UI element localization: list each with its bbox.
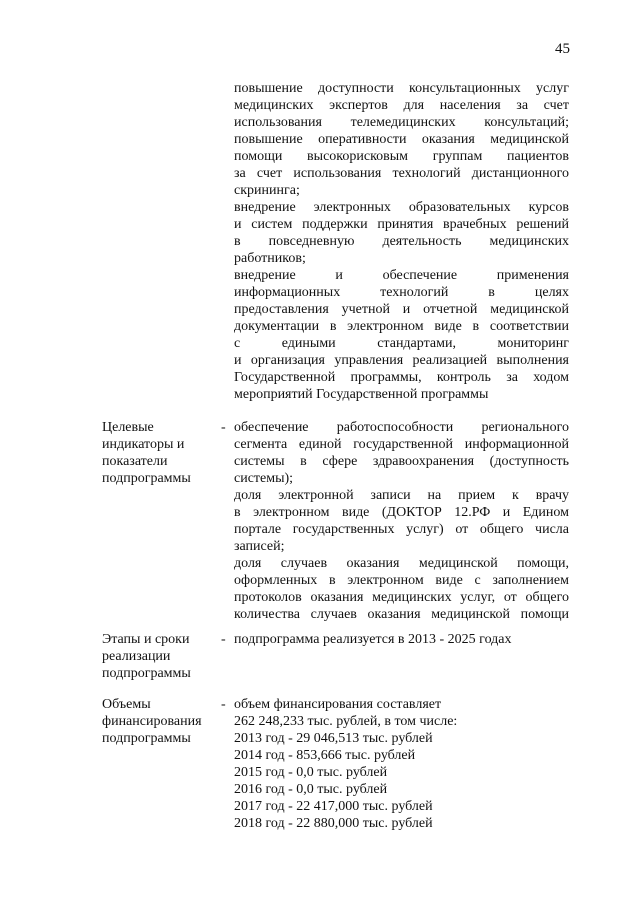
text-word: финансирования (273, 697, 374, 712)
funding-dash: - (221, 697, 226, 712)
text-line: количества случаев оказания медицинской помощи (234, 607, 569, 622)
funding-year-line: 2018 год - 22 880,000 тыс. рублей (234, 816, 433, 831)
label-line: индикаторы и (102, 437, 185, 452)
text-line: сегмента единой государственной информационной (234, 437, 569, 452)
funding-label (102, 696, 227, 747)
stages-dash: - (221, 632, 226, 647)
stages-label (102, 631, 227, 682)
funding-text (234, 696, 569, 832)
text-line: повышение оперативности оказания медицинской (234, 132, 569, 147)
text-line: оформленных в электронном виде с заполнением (234, 573, 569, 588)
funding-year-line: 2015 год - 0,0 тыс. рублей (234, 765, 388, 780)
text-word: составляет (376, 697, 442, 712)
text-line: информационных технологий в целях (234, 285, 569, 300)
text-line: портале государственных услуг) от общего числа (234, 522, 569, 537)
text-line: предоставления учетной и отчетной медицинской (234, 302, 569, 317)
text-line: 262 248,233 тыс. рублей, в том числе: (234, 714, 458, 729)
text-line: документации в электронном виде в соответствии (234, 319, 569, 334)
label-line: финансирования (102, 714, 202, 729)
text-line: помощи высокорисковым группам пациентов (234, 149, 569, 164)
text-line: Государственной программы, контроль за ходом (234, 370, 569, 385)
indicators-label (102, 419, 227, 487)
stages-text (234, 631, 569, 648)
label-line: Целевые (102, 420, 154, 435)
text-line: повышение доступности консультационных услуг (234, 81, 569, 96)
label-line: подпрограммы (102, 731, 191, 746)
text-line: мероприятий Государственной программы (234, 387, 489, 402)
text-line: системы); (234, 471, 294, 486)
text-line: внедрение электронных образовательных курсов (234, 200, 569, 215)
text-line: и организация управления реализацией выполнения (234, 353, 569, 368)
text-line: работников; (234, 251, 306, 266)
text-line: обеспечение работоспособности регионального (234, 420, 569, 435)
funding-year-line: 2014 год - 853,666 тыс. рублей (234, 748, 416, 763)
label-line: Объемы (102, 697, 151, 712)
text-line: доля случаев оказания медицинской помощи, (234, 556, 569, 571)
funding-year-line: 2017 год - 22 417,000 тыс. рублей (234, 799, 433, 814)
text-line: системы в сфере здравоохранения (доступность (234, 454, 569, 469)
continued-tasks-text (234, 80, 569, 403)
funding-first-line (234, 696, 569, 713)
label-line: показатели (102, 454, 168, 469)
text-line: записей; (234, 539, 285, 554)
indicators-dash: - (221, 420, 226, 435)
funding-year-line: 2016 год - 0,0 тыс. рублей (234, 782, 388, 797)
text-line: внедрение и обеспечение применения (234, 268, 569, 283)
text-line: с едиными стандартами, мониторинг (234, 336, 569, 351)
text-line: использования телемедицинских консультаций; (234, 115, 569, 130)
indicators-text (234, 419, 569, 623)
text-line: подпрограмма реализуется в 2013 - 2025 годах (234, 632, 512, 647)
text-line: доля электронной записи на прием к врачу (234, 488, 569, 503)
label-line: подпрограммы (102, 666, 191, 681)
text-line: в повседневную деятельность медицинских (234, 234, 569, 249)
label-line: реализации (102, 649, 171, 664)
text-line: за счет использования технологий дистанционного (234, 166, 569, 181)
text-line: скрининга; (234, 183, 300, 198)
page-number: 45 (555, 41, 570, 57)
funding-year-line: 2013 год - 29 046,513 тыс. рублей (234, 731, 433, 746)
text-line: протоколов оказания медицинских услуг, от общего (234, 590, 569, 605)
text-line: и систем поддержки принятия врачебных решений (234, 217, 569, 232)
text-line: медицинских экспертов для населения за счет (234, 98, 569, 113)
label-line: подпрограммы (102, 471, 191, 486)
text-word: объем (234, 697, 271, 712)
text-line: в электронном виде (ДОКТОР 12.РФ и Едином (234, 505, 569, 520)
label-line: Этапы и сроки (102, 632, 190, 647)
